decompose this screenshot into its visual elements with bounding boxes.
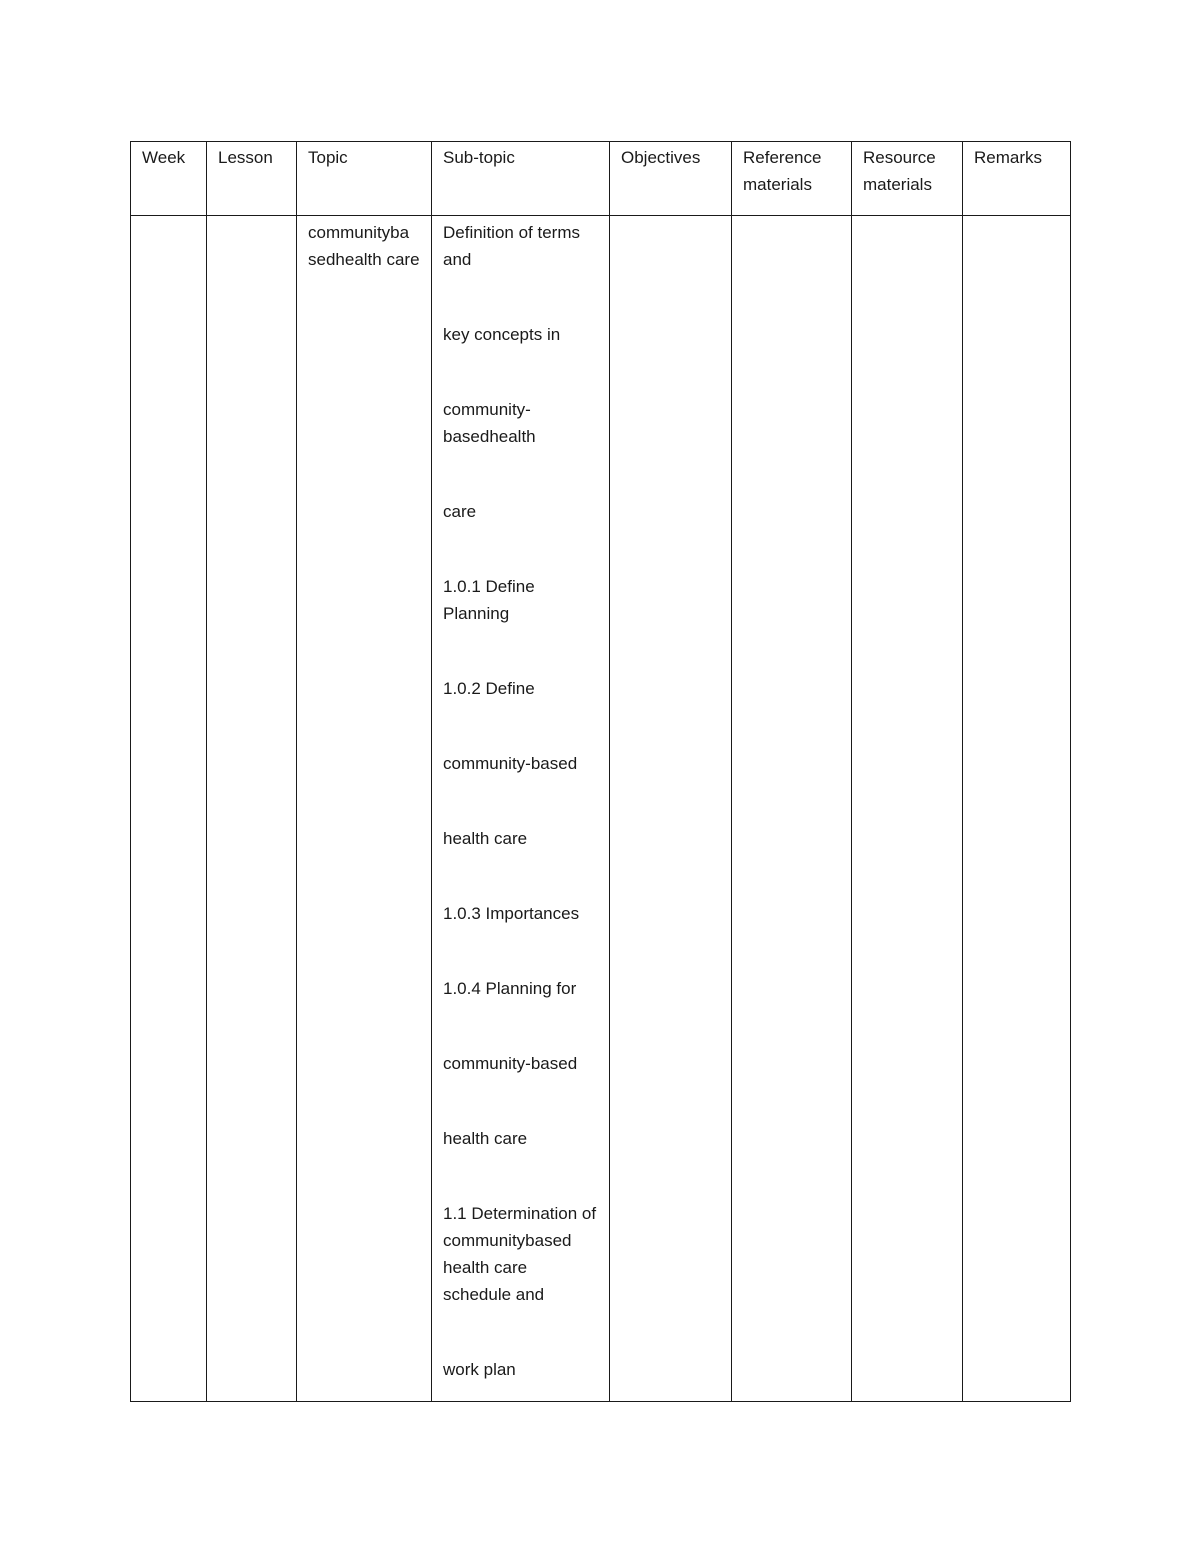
cell-subtopic: [432, 216, 610, 1402]
subtopic-line: community- basedhealth: [443, 400, 536, 446]
header-row: [131, 142, 1071, 216]
cell-reference-materials: [732, 216, 852, 1402]
subtopic-line: health care: [443, 829, 528, 848]
cell-resource-materials: [852, 216, 963, 1402]
cell-lesson: [207, 216, 297, 1402]
header-lesson: Lesson: [207, 142, 297, 216]
cell-week: [131, 216, 207, 1402]
subtopic-line: community-based: [443, 754, 578, 773]
cell-topic: communityba sedhealth care: [297, 216, 432, 1402]
header-objectives: Objectives: [610, 142, 732, 216]
subtopic-line: 1.1 Determination of communitybased health care schedule and: [443, 1204, 597, 1304]
subtopic-line: 1.0.4 Planning for: [443, 979, 577, 998]
subtopic-line: 1.0.1 Define Planning: [443, 577, 535, 623]
cell-remarks: [963, 216, 1071, 1402]
table-row: [131, 216, 1071, 1402]
header-reference-materials: Reference materials: [732, 142, 852, 216]
cell-objectives: [610, 216, 732, 1402]
subtopic-line: 1.0.2 Define: [443, 679, 535, 698]
subtopic-line: key concepts in: [443, 325, 561, 344]
header-topic: Topic: [297, 142, 432, 216]
subtopic-line: 1.0.3 Importances: [443, 904, 580, 923]
header-week: Week: [131, 142, 207, 216]
header-remarks: Remarks: [963, 142, 1071, 216]
header-subtopic: Sub-topic: [432, 142, 610, 216]
subtopic-line: care: [443, 502, 477, 521]
lesson-plan-table: [130, 141, 1071, 1402]
header-resource-materials: Resource materials: [852, 142, 963, 216]
subtopic-line: work plan: [443, 1360, 516, 1379]
subtopic-line: health care: [443, 1129, 528, 1148]
subtopic-line: Definition of terms and: [443, 223, 580, 269]
subtopic-line: community-based: [443, 1054, 578, 1073]
